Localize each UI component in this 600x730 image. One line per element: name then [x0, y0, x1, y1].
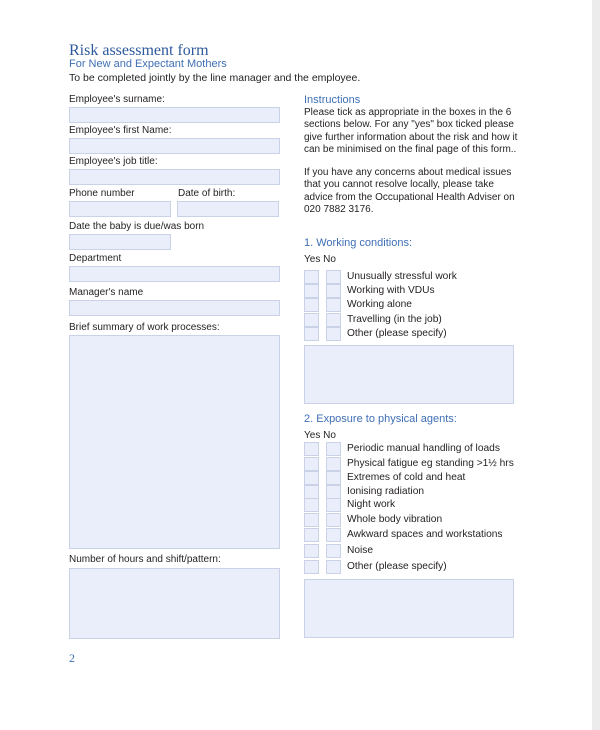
item-label: Other (please specify) — [347, 561, 447, 572]
form-title: Risk assessment form — [69, 42, 209, 59]
yes-checkbox[interactable] — [304, 471, 319, 485]
surname-field[interactable] — [69, 107, 280, 123]
item-label: Unusually stressful work — [347, 271, 457, 282]
no-checkbox[interactable] — [326, 270, 341, 284]
phone-field[interactable] — [69, 201, 171, 217]
phone-label: Phone number — [69, 188, 135, 199]
section-1-yes-no: Yes No — [304, 254, 336, 265]
no-checkbox[interactable] — [326, 457, 341, 471]
section-1-title: 1. Working conditions: — [304, 237, 413, 249]
item-label: Night work — [347, 499, 396, 510]
section-1-specify-field[interactable] — [304, 345, 514, 404]
yes-checkbox[interactable] — [304, 498, 319, 512]
instructions-para-2: If you have any concerns about medical issues that you cannot resolve locally, please take advice from the Occupational Health Adviser on 020 7882 3176. — [304, 167, 515, 216]
no-checkbox[interactable] — [326, 560, 341, 574]
form-intro: To be completed jointly by the line manager and the employee. — [69, 72, 361, 84]
form-subtitle: For New and Expectant Mothers — [69, 58, 227, 70]
item-label: Travelling (in the job) — [347, 314, 442, 325]
yes-checkbox[interactable] — [304, 327, 319, 341]
no-checkbox[interactable] — [326, 284, 341, 298]
manager-label: Manager's name — [69, 287, 144, 298]
hours-label: Number of hours and shift/pattern: — [69, 554, 221, 565]
summary-label: Brief summary of work processes: — [69, 322, 220, 333]
yes-checkbox[interactable] — [304, 298, 319, 312]
yes-checkbox[interactable] — [304, 485, 319, 499]
item-label: Noise — [347, 545, 374, 556]
no-checkbox[interactable] — [326, 513, 341, 527]
yes-checkbox[interactable] — [304, 544, 319, 558]
item-label: Other (please specify) — [347, 328, 447, 339]
no-checkbox[interactable] — [326, 485, 341, 499]
section-2-yes-no: Yes No — [304, 430, 336, 441]
baby-due-label: Date the baby is due/was born — [69, 221, 205, 232]
surname-label: Employee's surname: — [69, 94, 165, 105]
yes-checkbox[interactable] — [304, 313, 319, 327]
instructions-heading: Instructions — [304, 94, 361, 106]
item-label: Working with VDUs — [347, 285, 435, 296]
item-label: Physical fatigue eg standing >1½ hrs — [347, 458, 514, 469]
item-label: Awkward spaces and workstations — [347, 529, 503, 540]
item-label: Whole body vibration — [347, 514, 443, 525]
item-label: Periodic manual handling of loads — [347, 443, 500, 454]
yes-checkbox[interactable] — [304, 457, 319, 471]
yes-checkbox[interactable] — [304, 442, 319, 456]
item-label: Working alone — [347, 299, 412, 310]
job-title-field[interactable] — [69, 169, 280, 185]
instructions-text — [304, 107, 524, 227]
no-checkbox[interactable] — [326, 327, 341, 341]
summary-field[interactable] — [69, 335, 280, 549]
no-checkbox[interactable] — [326, 313, 341, 327]
page-number: 2 — [69, 651, 75, 665]
instructions-para-1: Please tick as appropriate in the boxes in the 6 sections below. For any "yes" box ticked please give further information about the risk and how it can be minimised on the final page of this form.. — [304, 107, 518, 155]
yes-checkbox[interactable] — [304, 284, 319, 298]
first-name-field[interactable] — [69, 138, 280, 154]
no-checkbox[interactable] — [326, 528, 341, 542]
section-2-specify-field[interactable] — [304, 579, 514, 638]
department-field[interactable] — [69, 266, 280, 282]
job-title-label: Employee's job title: — [69, 156, 158, 167]
no-checkbox[interactable] — [326, 544, 341, 558]
no-checkbox[interactable] — [326, 471, 341, 485]
baby-due-field[interactable] — [69, 234, 171, 250]
no-checkbox[interactable] — [326, 498, 341, 512]
yes-checkbox[interactable] — [304, 513, 319, 527]
yes-checkbox[interactable] — [304, 560, 319, 574]
no-checkbox[interactable] — [326, 442, 341, 456]
item-label: Ionising radiation — [347, 486, 425, 497]
no-checkbox[interactable] — [326, 298, 341, 312]
section-2-title: 2. Exposure to physical agents: — [304, 413, 457, 425]
page-edge — [592, 0, 600, 730]
yes-checkbox[interactable] — [304, 270, 319, 284]
department-label: Department — [69, 253, 122, 264]
dob-label: Date of birth: — [178, 188, 236, 199]
first-name-label: Employee's first Name: — [69, 125, 172, 136]
dob-field[interactable] — [177, 201, 279, 217]
yes-checkbox[interactable] — [304, 528, 319, 542]
item-label: Extremes of cold and heat — [347, 472, 466, 483]
manager-field[interactable] — [69, 300, 280, 316]
hours-field[interactable] — [69, 568, 280, 639]
